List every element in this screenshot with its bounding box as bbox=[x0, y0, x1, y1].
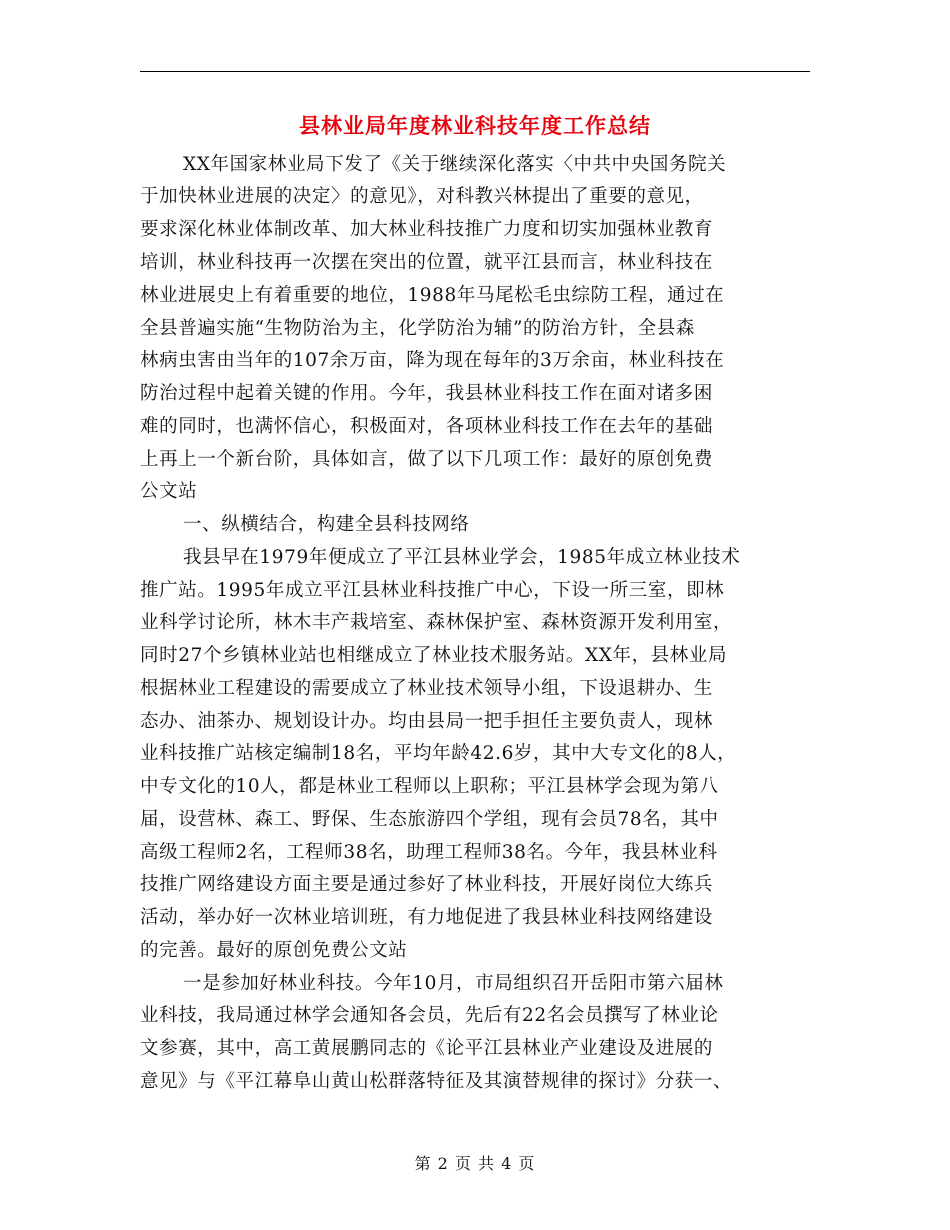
body-line: 业科技，我局通过林学会通知各会员，先后有22名会员撰写了林业论 bbox=[140, 1005, 719, 1026]
body-line: 要求深化林业体制改革、加大林业科技推广力度和切实加强林业教育 bbox=[140, 219, 714, 240]
body-line: 中专文化的10人，都是林业工程师以上职称；平江县林学会现为第八 bbox=[140, 776, 719, 797]
body-line: 业科学讨论所，林木丰产栽培室、森林保护室、森林资源开发利用室， bbox=[140, 612, 733, 633]
body-line: 活动，举办好一次林业培训班，有力地促进了我县林业科技网络建设 bbox=[140, 907, 714, 928]
body-line: 林业进展史上有着重要的地位，1988年马尾松毛虫综防工程，通过在 bbox=[140, 285, 725, 306]
body-line: 于加快林业进展的决定〉的意见》，对科教兴林提出了重要的意见， bbox=[140, 186, 704, 207]
body-line: 的完善。最好的原创免费公文站 bbox=[140, 940, 408, 961]
body-line: 意见》与《平江幕阜山黄山松群落特征及其演替规律的探讨》分获一、 bbox=[140, 1071, 733, 1092]
page-number: 第 2 页 共 4 页 bbox=[414, 1154, 536, 1173]
body-line: 全县普遍实施“生物防治为主，化学防治为辅”的防治方针，全县森 bbox=[140, 318, 695, 339]
document-title: 县林业局年度林业科技年度工作总结 bbox=[299, 113, 651, 138]
body-line: 一是参加好林业科技。今年10月，市局组织召开岳阳市第六届林 bbox=[183, 973, 724, 994]
body-line: 林病虫害由当年的107余万亩，降为现在每年的3万余亩，林业科技在 bbox=[140, 350, 725, 371]
body-line: 上再上一个新台阶，具体如言，做了以下几项工作：最好的原创免费 bbox=[140, 449, 714, 470]
body-line: 同时27个乡镇林业站也相继成立了林业技术服务站。XX年，县林业局 bbox=[140, 645, 728, 666]
body-line: 技推广网络建设方面主要是通过参好了林业科技，开展好岗位大练兵 bbox=[140, 874, 714, 895]
body-line: 根据林业工程建设的需要成立了林业技术领导小组，下设退耕办、生 bbox=[140, 678, 714, 699]
body-line: 培训，林业科技再一次摆在突出的位置，就平江县而言，林业科技在 bbox=[140, 252, 714, 273]
body-line: XX年国家林业局下发了《关于继续深化落实〈中共中央国务院关 bbox=[183, 154, 727, 175]
body-line: 高级工程师2名，工程师38名，助理工程师38名。今年，我县林业科 bbox=[140, 842, 718, 863]
body-line: 文参赛，其中，高工黄展鹏同志的《论平江县林业产业建设及进展的 bbox=[140, 1038, 714, 1059]
body-line: 业科技推广站核定编制18名，平均年龄42.6岁，其中大专文化的8人， bbox=[140, 743, 737, 764]
body-line: 防治过程中起着关键的作用。今年，我县林业科技工作在面对诸多困 bbox=[140, 383, 714, 404]
body-line: 难的同时，也满怀信心，积极面对，各项林业科技工作在去年的基础 bbox=[140, 416, 714, 437]
body-line: 届，设营林、森工、野保、生态旅游四个学组，现有会员78名，其中 bbox=[140, 809, 719, 830]
section-heading: 一、纵横结合，构建全县科技网络 bbox=[183, 514, 470, 535]
body-line: 公文站 bbox=[140, 481, 198, 502]
body-line: 我县早在1979年便成立了平江县林业学会，1985年成立林业技术 bbox=[183, 547, 741, 568]
header-rule bbox=[140, 71, 810, 72]
body-line: 推广站。1995年成立平江县林业科技推广中心，下设一所三室，即林 bbox=[140, 580, 725, 601]
body-line: 态办、油茶办、规划设计办。均由县局一把手担任主要负责人，现林 bbox=[140, 711, 714, 732]
